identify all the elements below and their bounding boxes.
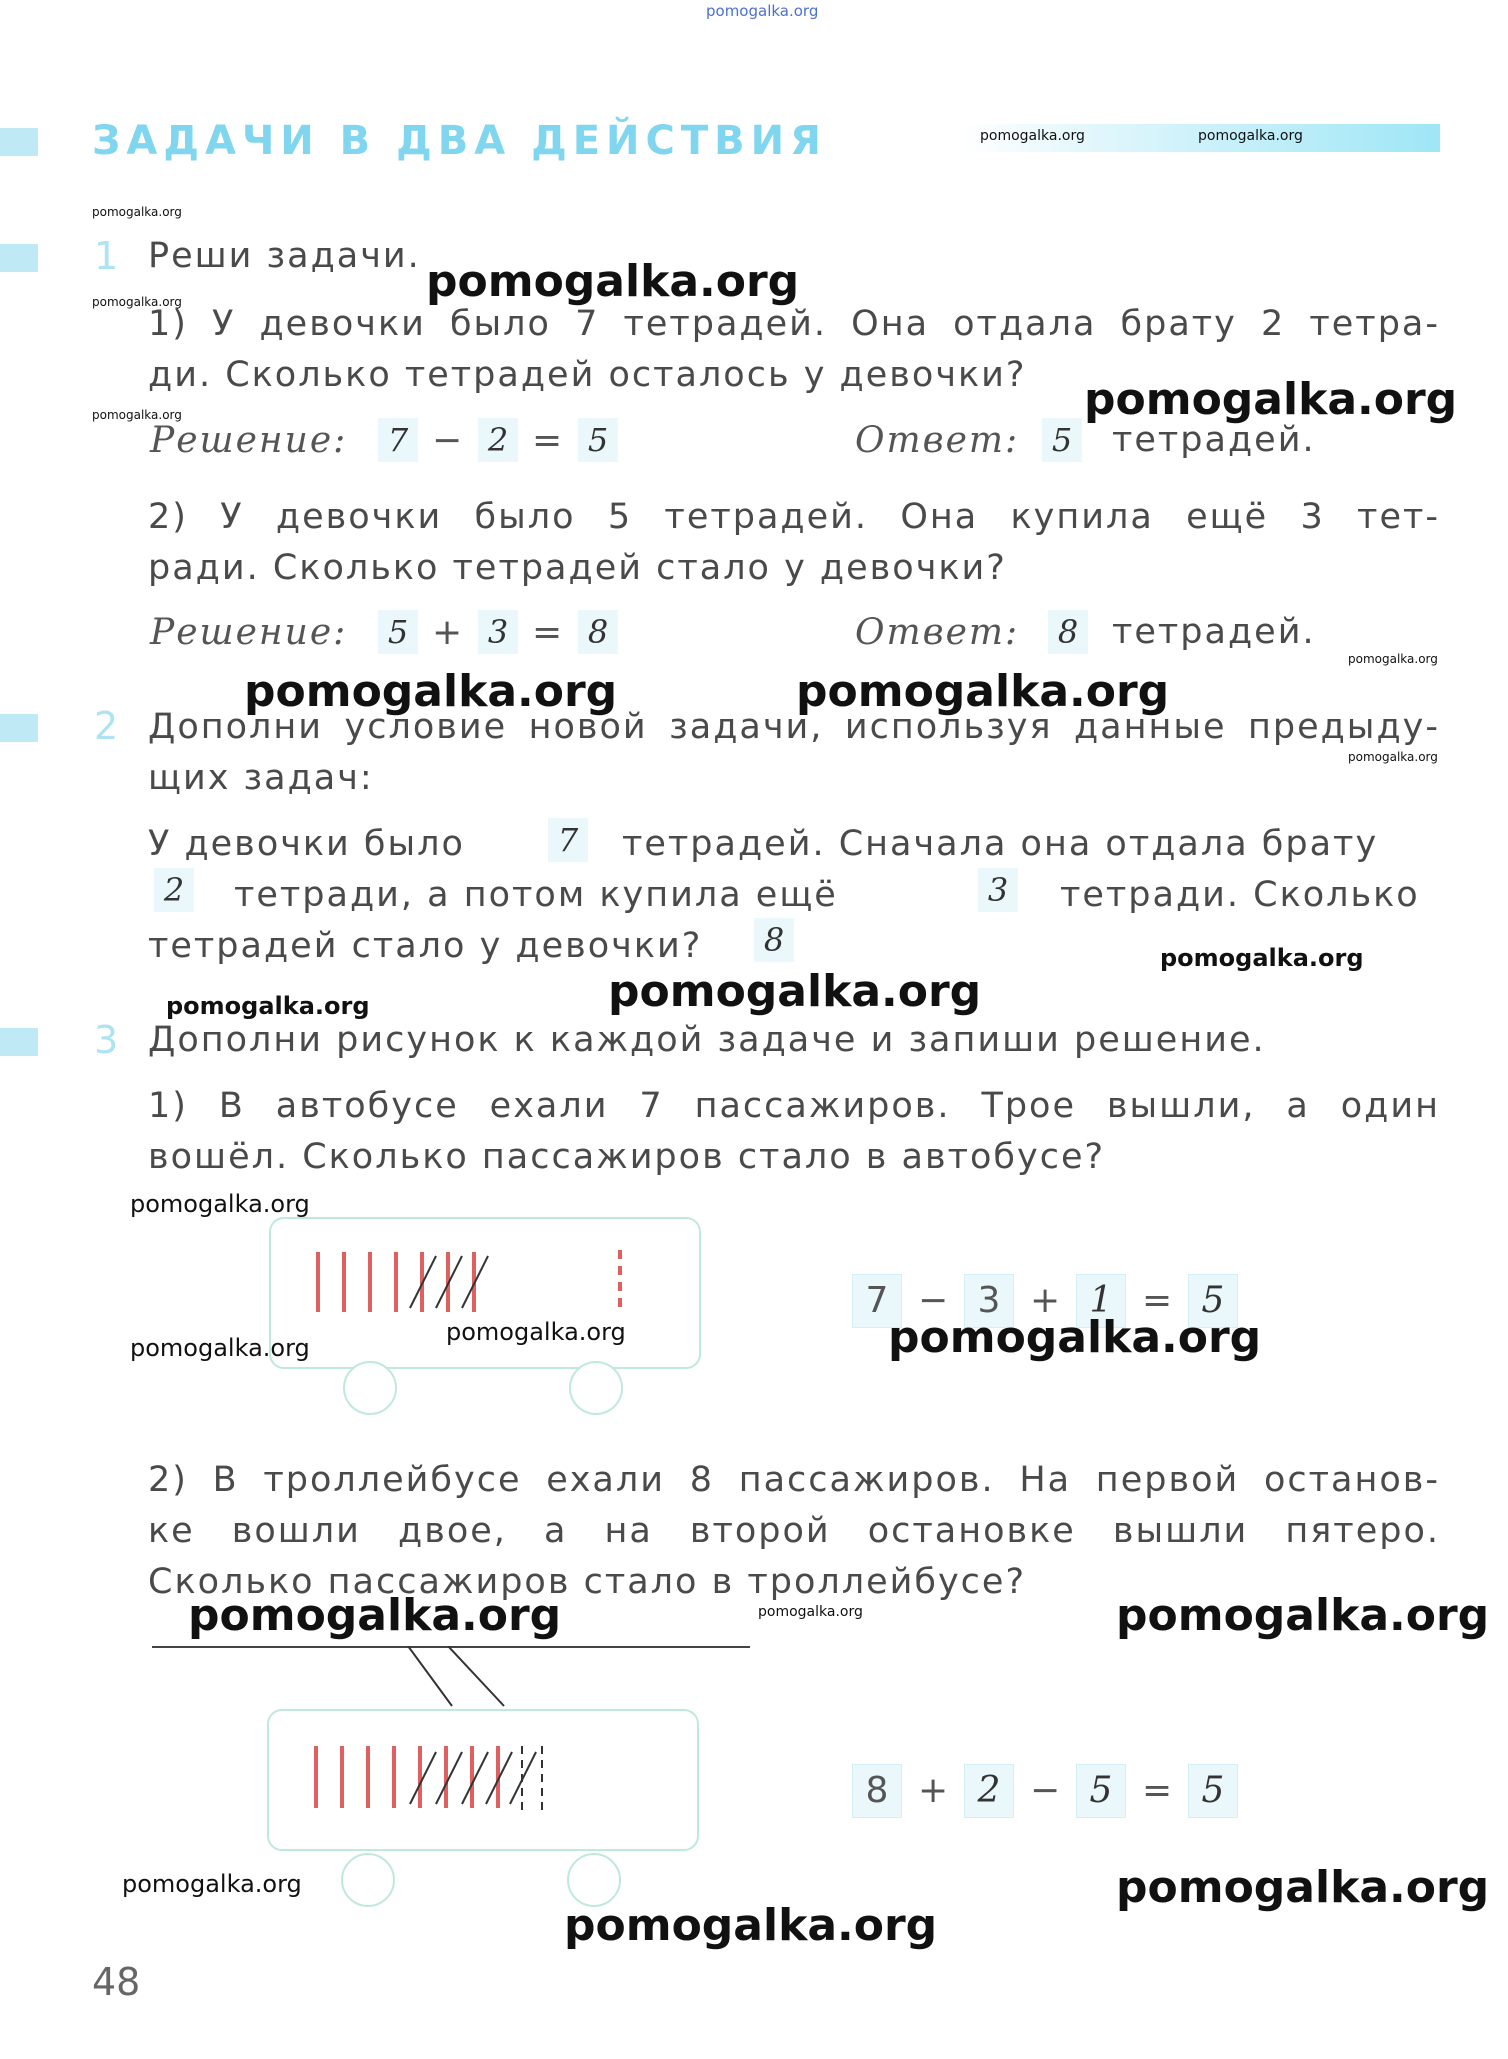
task2-line2: щих задач: [148, 758, 374, 798]
watermark: pomogalka.org [980, 128, 1085, 144]
watermark: pomogalka.org [1198, 128, 1303, 144]
unit-label: тетрадей. [1112, 420, 1316, 460]
answer-box[interactable]: 2 [964, 1764, 1014, 1818]
operator: = [1142, 1770, 1173, 1811]
answer-box[interactable]: 5 [1042, 418, 1082, 462]
task2-line1: Дополни условие новой задачи, используя данные предыду- [148, 707, 1440, 747]
solution-label: Решение: [150, 612, 348, 653]
watermark: pomogalka.org [92, 408, 182, 422]
watermark: pomogalka.org [166, 992, 370, 1020]
answer-box[interactable]: 8 [754, 918, 794, 962]
page-title: ЗАДАЧИ В ДВА ДЕЙСТВИЯ [92, 118, 827, 164]
watermark: pomogalka.org [188, 1590, 562, 1641]
operator: + [1030, 1280, 1061, 1321]
task3-p2-line1: 2) В троллейбусе ехали 8 пассажиров. На первой останов- [148, 1460, 1440, 1500]
watermark: pomogalka.org [1348, 652, 1438, 666]
task2-line3-b: тетрадей. Сначала она отдала брату [622, 824, 1379, 864]
watermark: pomogalka.org [1084, 374, 1458, 425]
watermark: pomogalka.org [446, 1318, 626, 1346]
watermark: pomogalka.org [1116, 1590, 1490, 1641]
operator: = [1142, 1280, 1173, 1321]
operator: − [918, 1280, 949, 1321]
operator: + [432, 612, 463, 653]
answer-box[interactable]: 5 [1188, 1274, 1238, 1328]
watermark: pomogalka.org [1116, 1862, 1490, 1913]
answer-label: Ответ: [855, 420, 1020, 461]
watermark: pomogalka.org [122, 1870, 302, 1898]
equation-box: 3 [964, 1274, 1014, 1328]
side-tab [0, 1028, 38, 1056]
side-tab [0, 128, 38, 156]
task1-p2-line1: 2) У девочки было 5 тетрадей. Она купила ещё 3 тет- [148, 497, 1440, 537]
task2-line3-a: У девочки было [148, 824, 465, 864]
watermark: pomogalka.org [92, 295, 182, 309]
answer-box[interactable]: 3 [978, 868, 1018, 912]
task3-p2-line3: Сколько пассажиров стало в троллейбусе? [148, 1562, 1027, 1602]
operator: − [432, 420, 463, 461]
task-number: 3 [94, 1018, 119, 1062]
task3-p2-line2: ке вошли двое, а на второй остановке вышли пятеро. [148, 1511, 1440, 1551]
task-number: 1 [94, 234, 119, 278]
answer-box[interactable]: 8 [578, 610, 618, 654]
answer-box[interactable]: 7 [378, 418, 418, 462]
watermark: pomogalka.org [888, 1312, 1262, 1363]
operator: + [918, 1770, 949, 1811]
answer-box[interactable]: 7 [548, 818, 588, 862]
task1-p2-line2: ради. Сколько тетрадей стало у девочки? [148, 548, 1007, 588]
task2-line4-a: тетради, а потом купила ещё [234, 875, 838, 915]
answer-box[interactable]: 5 [578, 418, 618, 462]
answer-box[interactable]: 1 [1076, 1274, 1126, 1328]
task1-p1-line2: ди. Сколько тетрадей осталось у девочки? [148, 355, 1027, 395]
task3-p1-line2: вошёл. Сколько пассажиров стало в автобусе? [148, 1137, 1106, 1177]
task3-p1-line1: 1) В автобусе ехали 7 пассажиров. Трое вышли, а один [148, 1086, 1440, 1126]
answer-box[interactable]: 5 [1188, 1764, 1238, 1818]
equation-box: 8 [852, 1764, 902, 1818]
solution-label: Решение: [150, 420, 348, 461]
side-tab [0, 244, 38, 272]
answer-box[interactable]: 2 [478, 418, 518, 462]
task3-heading: Дополни рисунок к каждой задаче и запиши решение. [148, 1020, 1266, 1060]
watermark: pomogalka.org [608, 966, 982, 1017]
watermark: pomogalka.org [1160, 944, 1364, 972]
watermark: pomogalka.org [130, 1190, 310, 1218]
answer-box[interactable]: 8 [1048, 610, 1088, 654]
side-tab [0, 714, 38, 742]
task2-line4-b: тетради. Сколько [1060, 875, 1420, 915]
watermark: pomogalka.org [1348, 750, 1438, 764]
operator: = [532, 420, 563, 461]
answer-box[interactable]: 3 [478, 610, 518, 654]
task1-heading: Реши задачи. [148, 236, 421, 276]
equation-box: 7 [852, 1274, 902, 1328]
watermark: pomogalka.org [130, 1334, 310, 1362]
site-watermark-top: pomogalka.org [706, 2, 819, 20]
operator: = [532, 612, 563, 653]
answer-label: Ответ: [855, 612, 1020, 653]
watermark: pomogalka.org [426, 256, 800, 307]
operator: − [1030, 1770, 1061, 1811]
watermark: pomogalka.org [244, 666, 618, 717]
task-number: 2 [94, 704, 119, 748]
answer-box[interactable]: 2 [154, 868, 194, 912]
answer-box[interactable]: 5 [1076, 1764, 1126, 1818]
answer-box[interactable]: 5 [378, 610, 418, 654]
task2-line5: тетрадей стало у девочки? [148, 926, 703, 966]
task1-p1-line1: 1) У девочки было 7 тетрадей. Она отдала брату 2 тетра- [148, 304, 1440, 344]
watermark: pomogalka.org [564, 1900, 938, 1951]
unit-label: тетрадей. [1112, 612, 1316, 652]
watermark: pomogalka.org [758, 1604, 863, 1620]
watermark: pomogalka.org [796, 666, 1170, 717]
trolleybus-illustration [260, 1646, 710, 1936]
page-number: 48 [92, 1960, 141, 2004]
watermark: pomogalka.org [92, 205, 182, 219]
